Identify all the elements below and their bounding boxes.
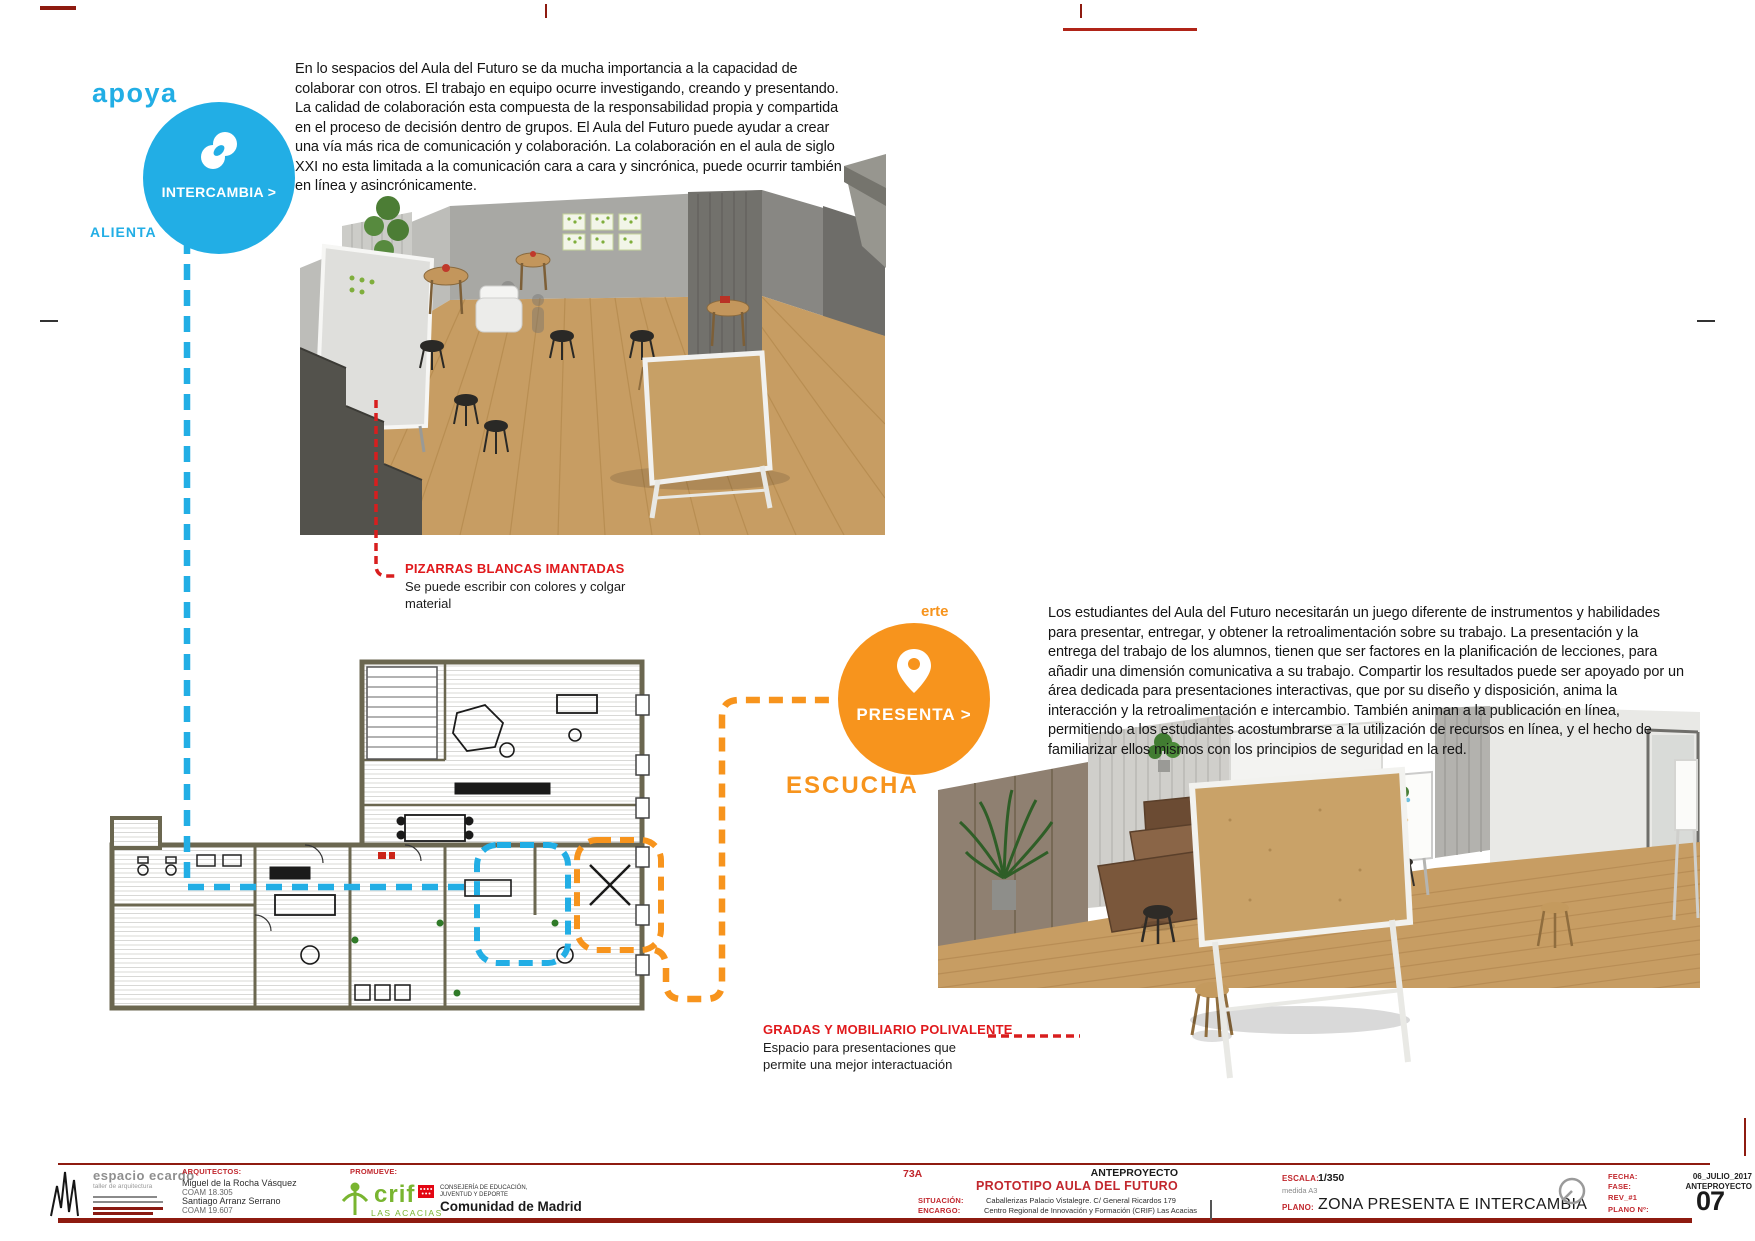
studio-name [93,1168,195,1183]
crif-logo-icon [340,1180,370,1218]
arquitecto-line: COAM 18.305 [182,1188,233,1197]
promueve-label: PROMUEVE: [350,1167,398,1176]
gradas-callout-title: GRADAS Y MOBILIARIO POLIVALENTE [763,1022,1013,1037]
plano-number-label: PLANO Nº: [1608,1205,1649,1214]
escala-value: 1/350 [1318,1172,1345,1184]
titleblock-divider [1210,1200,1212,1220]
escala-label: ESCALA: [1282,1174,1319,1183]
intercambia-label: INTERCAMBIA > [161,184,277,200]
studio-address-line [93,1207,163,1210]
north-compass-icon [1556,1176,1588,1208]
arquitecto-line: Miguel de la Rocha Vásquez [182,1178,297,1188]
pizarras-callout-body: Se puede escribir con colores y colgar material [405,579,626,611]
encargo-label: ENCARGO: [918,1206,961,1215]
arquitectos-label: ARQUITECTOS: [182,1167,242,1176]
studio-tagline: taller de arquitectura [93,1183,153,1190]
render-fragment [840,148,888,272]
project-phase-title: ANTEPROYECTO [1090,1167,1178,1179]
alienta-label: ALIENTA [90,224,157,240]
plano-number: 07 [1696,1186,1725,1216]
crif-name: crif [374,1181,416,1208]
word-fragment: erte [921,603,949,620]
sheet-code: 73A [903,1168,923,1180]
top-red-rule [1063,28,1197,31]
crop-mark-left [40,320,58,322]
plano-label: PLANO: [1282,1203,1314,1212]
crop-mark-top-1 [545,4,547,18]
studio-address-line [93,1201,163,1203]
fase-label: FASE: [1608,1182,1632,1191]
studio-logo-icon [48,1166,86,1218]
medida-value: medida A3 [1282,1186,1318,1195]
orange-connector [655,700,837,999]
cam-name: Comunidad de Madrid [440,1199,582,1214]
gradas-callout-body: Espacio para presentaciones que permite una mejor interactuación [763,1040,956,1072]
comunidad-madrid-flag-icon [418,1185,434,1198]
arquitecto-line: COAM 19.607 [182,1206,233,1215]
crop-mark-top-2 [1080,4,1082,18]
situacion-value: Caballerizas Palacio Vistalegre. C/ General Ricardos 179 [986,1196,1176,1205]
arquitecto-line: Santiago Arranz Serrano [182,1196,281,1206]
project-title: PROTOTIPO AULA DEL FUTURO [976,1179,1178,1193]
fecha-value: 06_JULIO_2017 [1692,1172,1752,1181]
encargo-value: Centro Regional de Innovación y Formación (CRIF) Las Acacias [984,1206,1198,1215]
intercambia-badge [143,102,295,254]
studio-address-line [93,1212,153,1215]
fase-value: ANTEPROYECTO [1685,1182,1752,1191]
floor-plan [105,655,650,1015]
rev-label: REV_#1 [1608,1193,1638,1202]
crop-mark-top-left [40,6,76,10]
escucha-label: ESCUCHA [786,772,919,799]
presenta-badge [838,623,990,775]
pizarras-callout-title: PIZARRAS BLANCAS IMANTADAS [405,561,625,576]
cam-dept-line2: JUVENTUD Y DEPORTE [440,1192,509,1198]
render-intercambia-image [300,168,885,535]
situacion-label: SITUACIÓN: [918,1196,964,1205]
titleblock-top-rule [58,1163,1710,1165]
crif-sub: LAS ACACIAS [371,1208,443,1218]
cam-department [440,1185,527,1199]
studio-name-text: espacio ecardo [93,1168,195,1183]
presenta-label: PRESENTA > [856,705,972,724]
location-pin-icon [894,647,934,695]
plano-title: ZONA PRESENTA E INTERCAMBIA [1318,1196,1588,1213]
crop-mark-right [1697,320,1715,322]
plan-stairs [367,667,437,759]
studio-address-line [93,1196,157,1198]
crop-mark-bottom-right [1744,1118,1746,1156]
fecha-label: FECHA: [1608,1172,1638,1181]
presenta-paragraph: Los estudiantes del Aula del Futuro necesitarán un juego diferente de instrumentos y habilidades para presentar, entregar, y obtener la retroalimentación sobre su trabajo. La presentación y la entrega del trabajo de los alumnos, tienen que ser factores en la planificación de lecciones, para añadir una dimensión comunicativa a su trabajo. Compartir los resultados puede ser apoyado por un área dedicada para presentaciones interactivas, que por su diseño y disposición, anima la interacción y la retroalimentación e intercambio. También animan a la publicación en línea, permitiendo a los estudiantes acostumbrarse a la utilización de recursos en línea, y el hecho de familiarizar ellos mismos con los principios de seguridad en la red. [1048,605,1684,758]
titleblock-bottom-rule [58,1218,1692,1223]
cam-dept-line1: CONSEJERÍA DE EDUCACIÓN, [440,1185,528,1191]
intro-paragraph: En lo sespacios del Aula del Futuro se da mucha importancia a la capacidad de colaborar con otros. El trabajo en equipo ocurre investigando, creando y presentando. La calidad de colaboración esta compuesta de la responsabilidad propia y compartida en el proceso de decisión dentro de grupos. El Aula del Futuro puede ayudar a crear una vía más rica de comunicación y colaboración. La colaboración en el aula de siglo XXI no esta limitada a la comunicación cara a cara y sincrónica, puede ocurrir también en línea y asincrónicamente. [295,61,842,194]
exchange-icon [196,130,242,172]
armchair [476,286,522,332]
corkboard-easel-foreground [1190,770,1410,1078]
apoya-label: apoya [92,78,178,108]
